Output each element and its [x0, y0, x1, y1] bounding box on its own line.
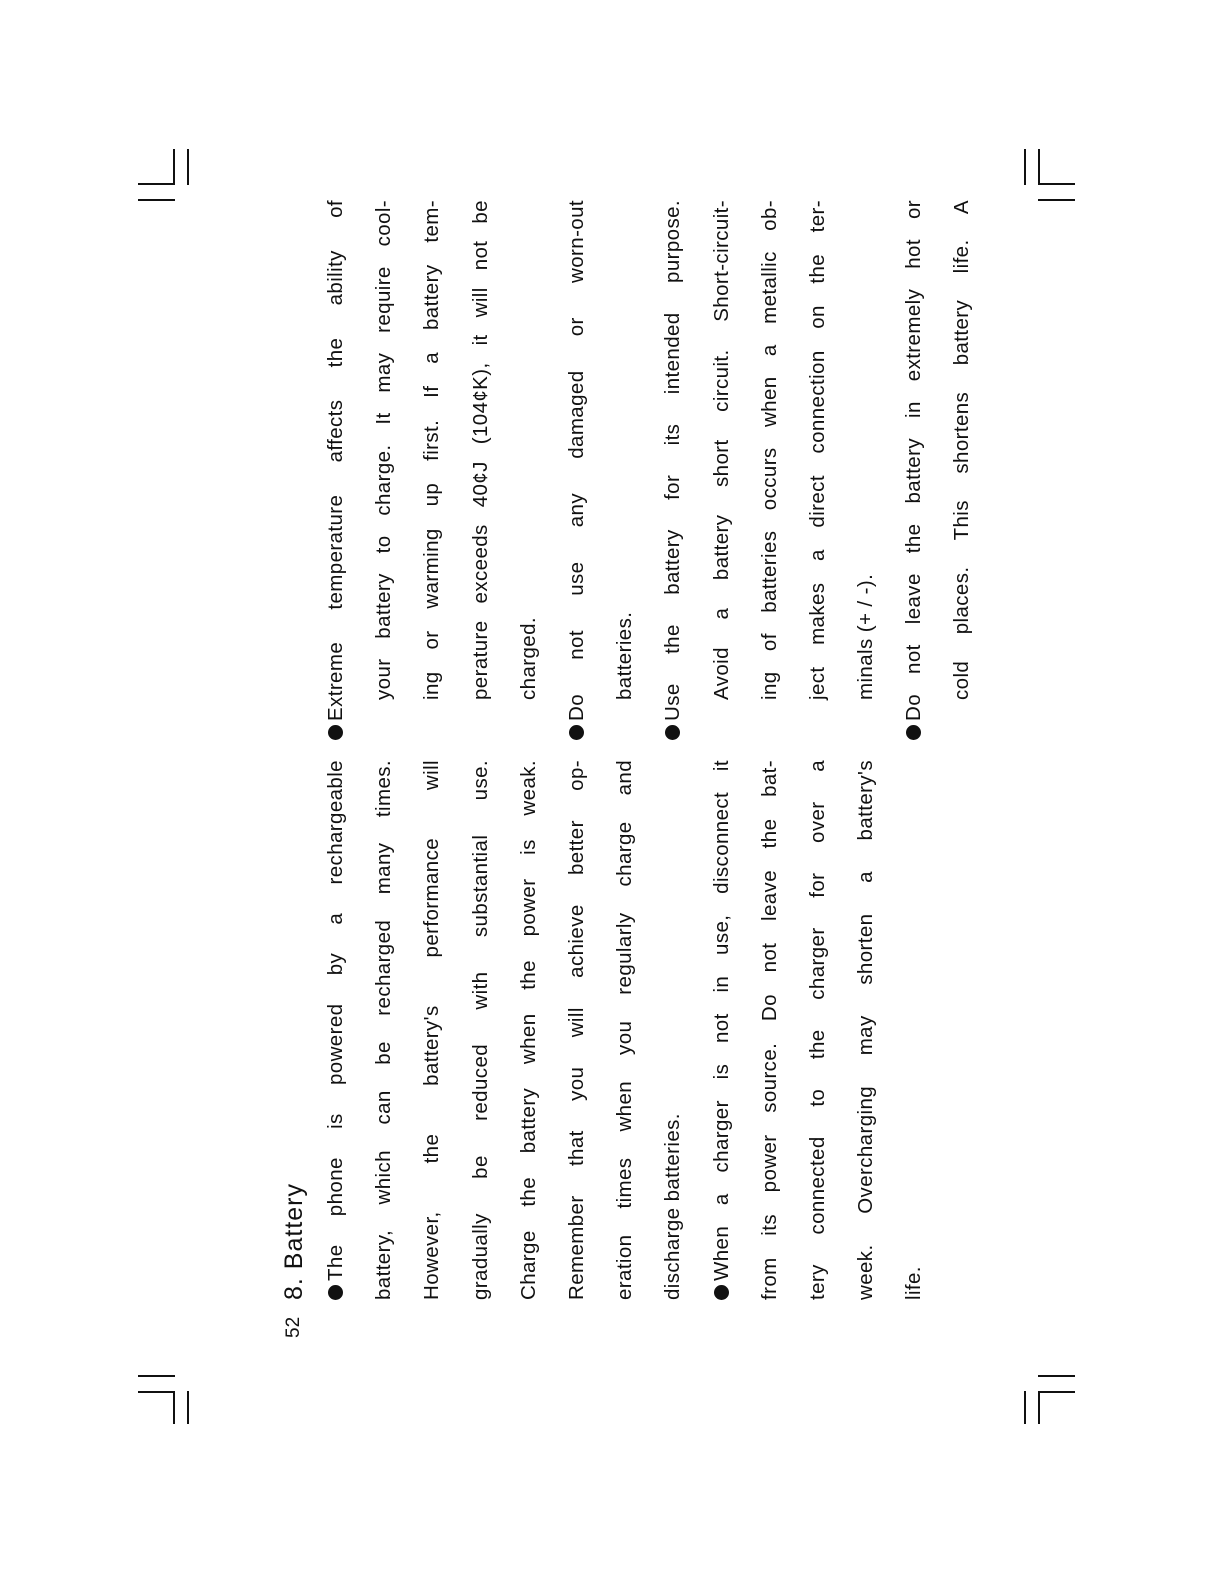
text-line	[794, 760, 842, 1300]
line-text: When a charger is not in use, disconnect it	[709, 760, 733, 1281]
bullet-icon	[665, 725, 680, 740]
bullet-icon	[569, 725, 584, 740]
rotated-page-content	[280, 0, 1130, 1338]
line-text: However, the battery's performance will	[420, 760, 444, 1300]
bullet-icon	[906, 725, 921, 740]
line-text: Do not use any damaged or worn-out	[564, 200, 588, 721]
page-number: 52	[283, 1316, 304, 1338]
line-text: tery connected to the charger for over a	[805, 760, 829, 1300]
text-line	[505, 760, 553, 1300]
line-text: Extreme temperature affects the ability of	[324, 200, 347, 721]
bullet-list-item	[649, 200, 697, 740]
bullet-list-item	[553, 200, 601, 740]
text-line	[408, 200, 456, 740]
text-line	[794, 200, 842, 740]
text-line	[408, 760, 456, 1300]
line-text: charged.	[516, 617, 540, 700]
line-text: discharge batteries.	[661, 1113, 685, 1300]
line-text: from its power source. Do not leave the bat-	[757, 760, 781, 1300]
line-text: your battery to charge. It may require cool-	[372, 200, 396, 700]
line-text: ing of batteries occurs when a metallic ob-	[757, 200, 781, 700]
line-text: life.	[902, 1266, 926, 1300]
text-line	[746, 760, 794, 1300]
line-text: batteries.	[613, 611, 637, 700]
bullet-list-item	[312, 760, 360, 1300]
text-line	[360, 760, 408, 1300]
text-line	[505, 200, 553, 740]
bullet-icon	[328, 1285, 343, 1300]
text-line	[601, 760, 649, 1300]
line-text: The phone is powered by a rechargeable	[324, 760, 347, 1281]
text-line	[890, 760, 938, 1300]
bullet-list-item	[312, 200, 360, 740]
text-line	[457, 200, 505, 740]
line-text: minals (+ / -).	[854, 573, 878, 700]
text-line	[457, 760, 505, 1300]
line-text: week. Overcharging may shorten a battery's	[854, 760, 878, 1300]
text-line	[938, 200, 986, 740]
text-line	[553, 760, 601, 1300]
bullet-list-item	[890, 200, 938, 740]
right-column	[312, 200, 987, 740]
text-line	[698, 200, 746, 740]
bullet-list-item	[698, 760, 746, 1300]
line-text: perature exceeds 40¢J (104¢K), it will not be	[468, 200, 492, 700]
line-text: Remember that you will achieve better op-	[564, 760, 588, 1300]
line-text: eration times when you regularly charge and	[613, 760, 637, 1300]
text-line	[842, 200, 890, 740]
line-text: cold places. This shortens battery life. A	[950, 200, 974, 700]
line-text: battery, which can be recharged many times.	[372, 760, 396, 1300]
line-text: gradually be reduced with substantial use.	[468, 760, 492, 1300]
line-text: ject makes a direct connection on the ter-	[805, 200, 829, 700]
text-line	[842, 760, 890, 1300]
text-line	[649, 760, 697, 1300]
text-line	[746, 200, 794, 740]
text-line	[601, 200, 649, 740]
section-heading: 8. Battery	[280, 1183, 308, 1300]
left-column	[312, 760, 938, 1300]
text-line	[360, 200, 408, 740]
line-text: Avoid a battery short circuit. Short-circuit-	[709, 200, 733, 700]
line-text: Use the battery for its intended purpose.	[661, 200, 685, 721]
line-text: Charge the battery when the power is weak.	[516, 760, 540, 1300]
line-text: ing or warming up first. If a battery tem-	[420, 200, 444, 700]
bullet-icon	[328, 725, 343, 740]
line-text: Do not leave the battery in extremely hot or	[902, 200, 926, 721]
bullet-icon	[714, 1285, 729, 1300]
